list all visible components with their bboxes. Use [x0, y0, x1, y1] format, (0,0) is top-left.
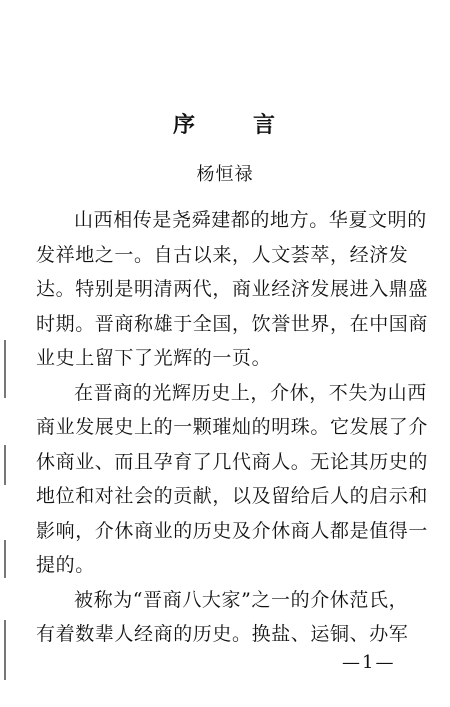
text-line: 时期。晋商称雄于全国，饮誉世界，在中国商 [36, 312, 428, 335]
title-char-left: 序 [172, 112, 197, 138]
scan-margin-mark [4, 445, 6, 485]
text-line: 山西相传是尧舜建都的地方。华夏文明的 [74, 209, 427, 231]
text-line: 业史上留下了光辉的一页。 [36, 347, 272, 369]
page-number: —1— [342, 652, 396, 673]
text-line: 有着数辈人经商的历史。换盐、运铜、办军 [36, 623, 409, 645]
text-line: 休商业、而且孕育了几代商人。无论其历史的 [36, 450, 428, 473]
author-name: 杨恒禄 [196, 164, 254, 185]
page-title [0, 108, 450, 139]
body-text [36, 203, 428, 652]
text-line: 地位和对社会的贡献，以及留给后人的启示和 [36, 485, 428, 507]
text-line: 商业发展史上的一颗璀灿的明珠。它发展了介 [36, 416, 428, 438]
text-line: 影响，介休商业的历史及介休商人都是值得一 [36, 519, 428, 542]
text-line: 在晋商的光辉历史上，介休，不失为山西 [74, 381, 427, 404]
title-char-right: 言 [253, 112, 278, 138]
text-line: 提的。 [36, 554, 95, 576]
scan-margin-mark [4, 620, 6, 680]
text-line: 发祥地之一。自古以来，人文荟萃，经济发 [36, 243, 409, 266]
scan-margin-mark [4, 340, 6, 398]
text-line: 被称为“晋商八大家”之一的介休范氏， [74, 588, 409, 611]
scan-margin-mark [4, 540, 6, 578]
text-line: 达。特别是明清两代，商业经济发展进入鼎盛 [36, 278, 428, 300]
